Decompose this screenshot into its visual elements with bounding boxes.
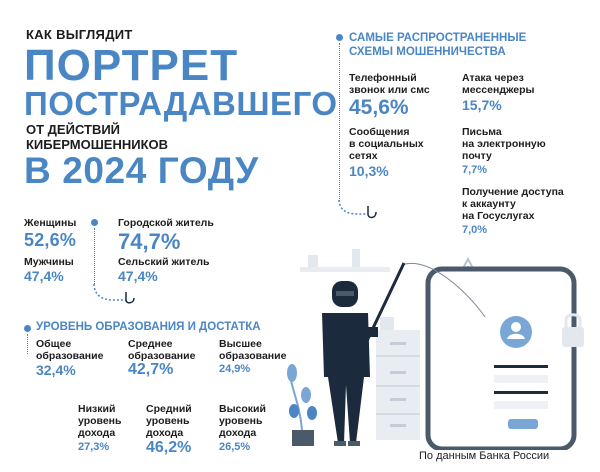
general-2: образование xyxy=(36,350,104,362)
schemes-heading-1: САМЫЕ РАСПРОСТРАНЕННЫЕ xyxy=(349,32,527,44)
rural-label: Сельский житель xyxy=(118,256,210,268)
social-label-3: сетях xyxy=(349,150,378,162)
schemes-heading-2: СХЕМЫ МОШЕННИЧЕСТВА xyxy=(349,46,506,58)
gosuslugi-label-2: к аккаунту xyxy=(462,198,516,210)
education-heading: УРОВЕНЬ ОБРАЗОВАНИЯ И ДОСТАТКА xyxy=(36,321,261,333)
men-label: Мужчины xyxy=(24,256,74,268)
fraud-illustration xyxy=(280,235,600,450)
email-label-1: Письма xyxy=(462,126,502,138)
women-pct: 52,6% xyxy=(24,230,77,250)
email-label-3: почту xyxy=(462,150,492,162)
mid-2: уровень xyxy=(146,415,190,427)
plant-icon xyxy=(287,364,317,446)
high-3: дохода xyxy=(219,427,257,439)
shelf xyxy=(300,267,390,272)
hook-icon-2 xyxy=(334,198,382,222)
messenger-label-2: мессенджеры xyxy=(462,84,535,96)
email-label-2: на электронную xyxy=(462,138,546,150)
title-small-top: КАК ВЫГЛЯДИТ xyxy=(26,27,133,42)
title-small-mid-2: КИБЕРМОШЕННИКОВ xyxy=(26,137,169,152)
city-label: Городской житель xyxy=(118,217,214,229)
general-1: Общее xyxy=(36,338,72,350)
phone-icon xyxy=(428,269,574,449)
phone-pct: 45,6% xyxy=(349,96,409,119)
high-2: уровень xyxy=(219,415,263,427)
hacker-figure xyxy=(322,281,378,446)
gosuslugi-pct: 7,0% xyxy=(462,224,488,236)
mid-1: Средний xyxy=(146,403,192,415)
women-label: Женщины xyxy=(24,217,77,229)
title-big-line2: ПОСТРАДАВШЕГО xyxy=(24,85,338,122)
shelf-vase xyxy=(352,249,360,267)
general-pct: 32,4% xyxy=(36,362,76,378)
social-pct: 10,3% xyxy=(349,163,389,179)
social-label-2: в социальных xyxy=(349,138,424,150)
title-small-mid-1: ОТ ДЕЙСТВИЙ xyxy=(26,122,121,137)
high-pct: 26,5% xyxy=(219,441,251,453)
schemes-line xyxy=(339,43,340,201)
higher-2: образование xyxy=(219,350,287,362)
social-label-1: Сообщения xyxy=(349,126,410,138)
shelf-box xyxy=(308,255,318,267)
low-1: Низкий xyxy=(78,403,116,415)
low-2: уровень xyxy=(78,415,122,427)
title-big-line1: ПОРТРЕТ xyxy=(24,41,239,90)
messenger-label-1: Атака через xyxy=(462,72,524,84)
connector-dot xyxy=(91,219,98,226)
phone-label-2: звонок или смс xyxy=(349,84,430,96)
mid-pct: 46,2% xyxy=(146,439,192,456)
higher-pct: 24,9% xyxy=(219,363,251,375)
mid-3: дохода xyxy=(146,427,184,439)
low-3: дохода xyxy=(78,427,116,439)
cabinet xyxy=(376,317,420,440)
hook-icon xyxy=(90,282,138,306)
title-big-line3: В 2024 ГОДУ xyxy=(24,150,259,191)
secondary-pct: 42,7% xyxy=(128,361,174,378)
high-1: Высокий xyxy=(219,403,266,415)
schemes-dot xyxy=(336,34,343,41)
education-dot xyxy=(24,325,31,332)
secondary-2: образование xyxy=(128,350,196,362)
messenger-pct: 15,7% xyxy=(462,97,502,113)
connector-line xyxy=(94,228,95,284)
secondary-1: Среднее xyxy=(128,338,173,350)
rural-pct: 47,4% xyxy=(118,268,158,284)
low-pct: 27,3% xyxy=(78,441,110,453)
higher-1: Высшее xyxy=(219,338,262,350)
education-line xyxy=(27,334,28,354)
email-pct: 7,7% xyxy=(462,164,488,176)
source-text: По данным Банка России xyxy=(419,450,550,462)
gosuslugi-label-3: на Госуслугах xyxy=(462,210,535,222)
phone-label-1: Телефонный xyxy=(349,72,417,84)
men-pct: 47,4% xyxy=(24,268,64,284)
gosuslugi-label-1: Получение доступа xyxy=(462,186,564,198)
city-pct: 74,7% xyxy=(118,229,181,254)
